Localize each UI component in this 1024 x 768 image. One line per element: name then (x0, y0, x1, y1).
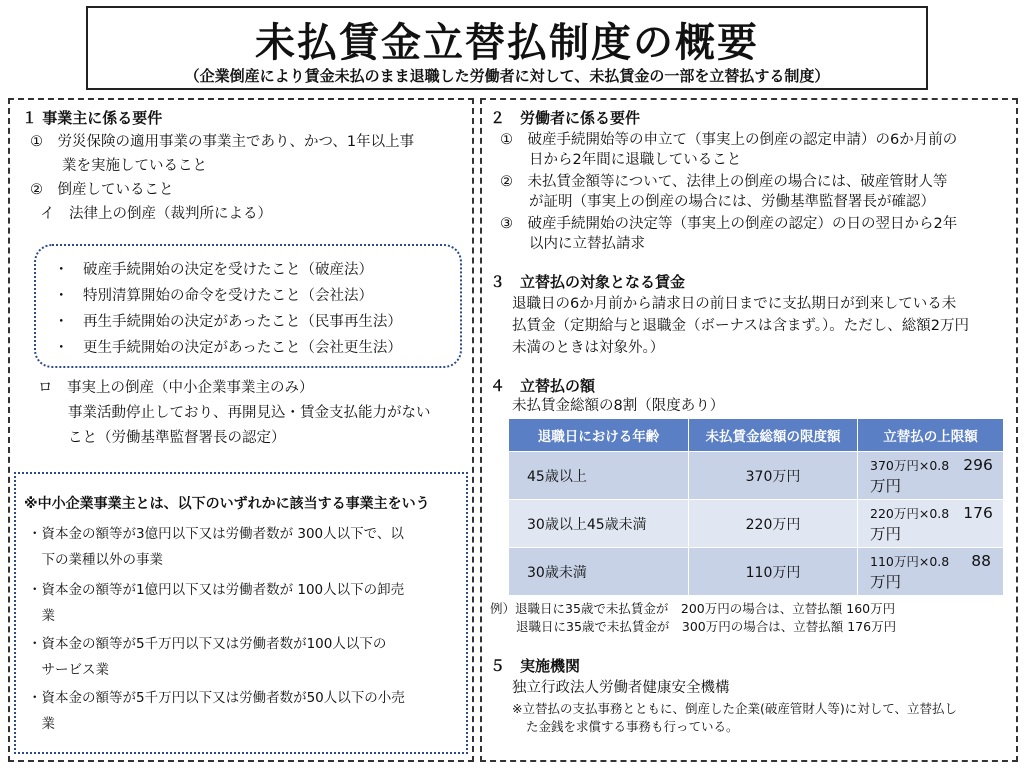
s5-organization: 独立行政法人労働者健康安全機構 (512, 680, 730, 696)
sme-line: 業 (28, 716, 55, 732)
age-cell: 30歳未満 (509, 548, 689, 596)
item1-line2: 業を実施していること (62, 158, 207, 174)
amount-cell (858, 548, 1004, 596)
worker-requirements-panel (480, 98, 1018, 762)
item1-line1: ① 労災保険の適用事業の事業主であり、かつ、1年以上事 (30, 134, 415, 150)
item2: ② 倒産していること (30, 182, 174, 198)
age-cell: 45歳以上 (509, 452, 689, 500)
sme-line: サービス業 (28, 662, 109, 678)
s2-line: ① 破産手続開始等の申立て（事実上の倒産の認定申請）の6か月前の (500, 132, 958, 148)
page-subtitle: （企業倒産により賃金未払のまま退職した労働者に対して、未払賃金の一部を立替払する制度） (184, 67, 830, 85)
section1-heading: １ 事業主に係る要件 (22, 109, 163, 127)
calc-text: 370万円×0.8 (870, 457, 950, 473)
s2-line: が証明（事実上の倒産の場合には、労働基準監督署長が確認） (500, 194, 935, 210)
example-line2: 退職日に35歳で未払賃金が 300万円の場合は、立替払額 176万円 (516, 619, 897, 634)
s5-note-line1: ※立替払の支払事務とともに、倒産した企業(破産管財人等)に対して、立替払し (512, 701, 957, 716)
page-title: 未払賃金立替払制度の概要 (255, 20, 759, 66)
limit-table (508, 418, 1004, 596)
defacto-line1: 事業活動停止しており、再開見込・賃金支払能力がない (68, 405, 431, 421)
calc-text: 220万円×0.8 (870, 505, 950, 521)
example-line1: 例）退職日に35歳で未払賃金が 200万円の場合は、立替払額 160万円 (490, 601, 896, 616)
section3-heading: ３ 立替払の対象となる賃金 (490, 273, 686, 291)
legal-item: ・ 特別清算開始の命令を受けたこと（会社法） (54, 288, 373, 304)
s3-line: 払賃金（定期給与と退職金（ボーナスは含まず。）。ただし、総額2万円 (512, 318, 969, 334)
employer-requirements-panel (8, 98, 474, 762)
sme-line: 業 (28, 608, 55, 624)
s4-subtitle: 未払賃金総額の8割（限度あり） (512, 398, 725, 414)
amount-text: 296万円 (870, 455, 993, 495)
sme-line: ・資本金の額等が1億円以下又は労働者数が 100人以下の卸売 (28, 582, 405, 598)
amount-text: 176万円 (870, 503, 993, 543)
limit-cell: 220万円 (689, 500, 858, 548)
table-header: 立替払の上限額 (858, 419, 1004, 452)
table-row (509, 548, 1004, 596)
section4-heading: ４ 立替払の額 (490, 377, 596, 395)
legal-bankruptcy-box (34, 244, 462, 368)
defacto-line2: こと（労働基準監督署長の認定） (68, 430, 286, 446)
s2-line: ③ 破産手続開始の決定等（事実上の倒産の認定）の日の翌日から2年 (500, 216, 958, 232)
section5-heading: ５ 実施機関 (490, 657, 581, 675)
table-header: 退職日における年齢 (509, 419, 689, 452)
sme-line: ・資本金の額等が5千万円以下又は労働者数が50人以下の小売 (28, 690, 405, 706)
legal-heading: イ 法律上の倒産（裁判所による） (40, 206, 272, 222)
sme-line: ・資本金の額等が5千万円以下又は労働者数が100人以下の (28, 636, 387, 652)
legal-item: ・ 再生手続開始の決定があったこと（民事再生法） (54, 314, 402, 330)
table-row (509, 452, 1004, 500)
legal-item: ・ 更生手続開始の決定があったこと（会社更生法） (54, 340, 402, 356)
s2-line: 日から2年間に退職していること (500, 152, 742, 168)
sme-line: ・資本金の額等が3億円以下又は労働者数が 300人以下で、以 (28, 526, 404, 542)
table-row (509, 500, 1004, 548)
title-box (86, 6, 928, 90)
calc-text: 110万円×0.8 (870, 553, 950, 569)
age-cell: 30歳以上45歳未満 (509, 500, 689, 548)
sme-definition-box (14, 472, 468, 754)
s2-line: ② 未払賃金額等について、法律上の倒産の場合には、破産管財人等 (500, 174, 948, 190)
s3-line: 退職日の6か月前から請求日の前日までに支払期日が到来している未 (512, 296, 957, 312)
s3-line: 未満のときは対象外。） (512, 340, 665, 356)
sme-heading: ※中小企業事業主とは、以下のいずれかに該当する事業主をいう (24, 496, 430, 512)
section2-heading: ２ 労働者に係る要件 (490, 109, 641, 127)
table-header-row (509, 419, 1004, 452)
amount-text: 88万円 (870, 551, 991, 591)
defacto-heading: ロ 事実上の倒産（中小企業事業主のみ） (38, 380, 314, 396)
amount-cell (858, 500, 1004, 548)
limit-cell: 370万円 (689, 452, 858, 500)
limit-cell: 110万円 (689, 548, 858, 596)
sme-line: 下の業種以外の事業 (28, 552, 163, 568)
table-header: 未払賃金総額の限度額 (689, 419, 858, 452)
amount-cell (858, 452, 1004, 500)
legal-item: ・ 破産手続開始の決定を受けたこと（破産法） (54, 262, 373, 278)
s5-note-line2: た金銭を求償する事務も行っている。 (526, 719, 739, 734)
s2-line: 以内に立替払請求 (500, 236, 645, 252)
